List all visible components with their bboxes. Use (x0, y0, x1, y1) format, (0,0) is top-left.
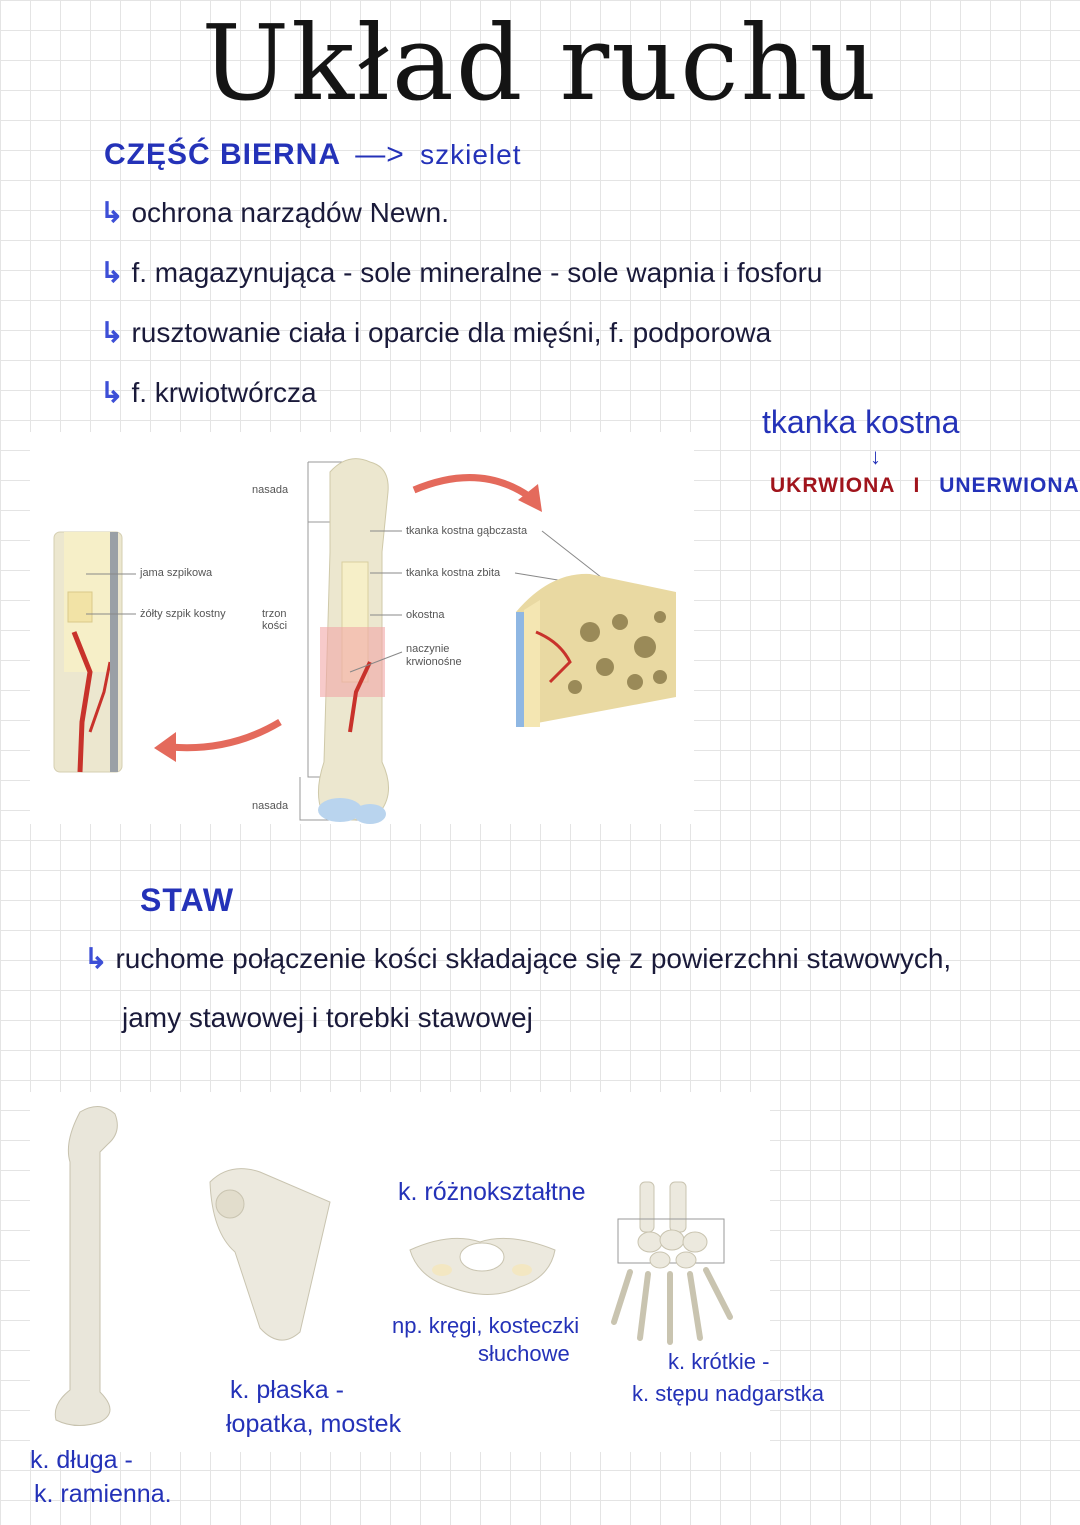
return-arrow-icon: ↳ (100, 317, 124, 348)
caption-flat: łopatka, mostek (226, 1410, 402, 1438)
list-item: ↳ f. magazynująca - sole mineralne - sole wapnia i fosforu (100, 257, 823, 288)
label-gabczasta: tkanka kostna gąbczasta (406, 525, 528, 537)
vertebra-illustration (410, 1238, 555, 1294)
right-arrow-icon: —> (355, 138, 405, 171)
caption-irregular-title: k. różnokształtne (398, 1178, 586, 1206)
label-nasada-bottom: nasada (252, 800, 289, 812)
heading-text: CZĘŚĆ BIERNA (104, 138, 340, 171)
curved-arrow-icon (170, 722, 280, 748)
caption-short: k. stępu nadgarstka (632, 1381, 825, 1406)
section-heading-passive (104, 138, 522, 172)
return-arrow-icon: ↳ (100, 197, 124, 228)
tissue-label: tkanka kostna (762, 404, 960, 440)
bone-section-illustration (54, 532, 122, 772)
down-arrow-icon: ↓ (870, 444, 881, 469)
label-naczynie: naczynie krwionośne (406, 643, 462, 668)
label-okostna: okostna (406, 609, 445, 621)
label-szpik: żółty szpik kostny (140, 608, 226, 620)
bone-structure-diagram (30, 432, 694, 824)
definition-line: ↳ ruchome połączenie kości składające się z powierzchni stawowych, (84, 943, 952, 974)
bone-tissue-cross-section (516, 574, 676, 727)
caption-flat: k. płaska - (230, 1376, 344, 1404)
long-bone-illustration (318, 459, 389, 824)
return-arrow-icon: ↳ (84, 943, 108, 974)
bone-diagram-svg (30, 432, 694, 824)
label-trzon: trzon kości (262, 608, 288, 632)
label-jama: jama szpikowa (140, 567, 213, 579)
heading-target: szkielet (420, 139, 522, 170)
caption-long: k. długa - (30, 1446, 133, 1474)
caption-long: k. ramienna. (34, 1480, 172, 1508)
label-zbita: tkanka kostna zbita (406, 567, 501, 579)
list-item: ↳ f. krwiotwórcza (100, 377, 317, 408)
label-nasada-top: nasada (252, 484, 289, 496)
caption-irregular-note: np. kręgi, kosteczki (392, 1313, 580, 1338)
list-item: ↳ ochrona narządów Newn. (100, 197, 449, 228)
section-heading-joint: STAW (140, 882, 235, 918)
list-item: ↳ rusztowanie ciała i oparcie dla mięśni, f. podporowa (100, 317, 772, 348)
caption-short: k. krótkie - (668, 1349, 770, 1374)
definition-line: jamy stawowej i torebki stawowej (122, 1002, 533, 1033)
scapula-illustration (210, 1169, 330, 1340)
return-arrow-icon: ↳ (100, 377, 124, 408)
curved-arrow-icon (414, 478, 530, 497)
humerus-illustration (55, 1106, 117, 1425)
page-title: Układ ruchu (201, 2, 879, 124)
return-arrow-icon: ↳ (100, 257, 124, 288)
tissue-properties: UKRWIONA I UNERWIONA (770, 474, 1080, 497)
hand-bones-illustration (614, 1182, 730, 1342)
caption-irregular-note: słuchowe (478, 1341, 570, 1366)
